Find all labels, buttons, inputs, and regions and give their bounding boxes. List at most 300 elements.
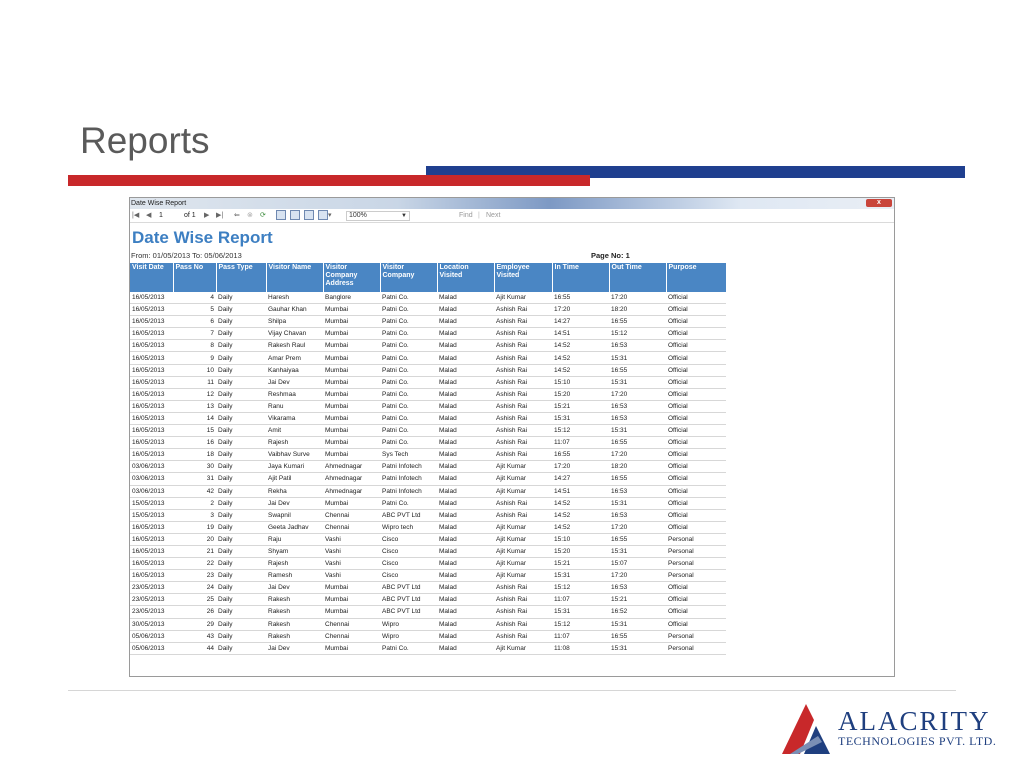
table-cell: Official xyxy=(666,449,726,461)
table-cell: Personal xyxy=(666,570,726,582)
table-row xyxy=(130,412,726,424)
table-row xyxy=(130,304,726,316)
table-cell: Personal xyxy=(666,545,726,557)
table-cell: 14:52 xyxy=(552,352,609,364)
first-page-icon[interactable]: |◀ xyxy=(132,212,140,219)
table-cell: 15:31 xyxy=(609,425,666,437)
table-cell: 26 xyxy=(173,606,216,618)
table-cell: Mumbai xyxy=(323,316,380,328)
table-cell: 15:20 xyxy=(552,545,609,557)
print-layout-icon[interactable] xyxy=(290,209,300,222)
column-header: Visitor Name xyxy=(266,263,323,292)
table-cell: Malad xyxy=(437,316,494,328)
table-cell: 15:12 xyxy=(609,328,666,340)
table-cell: Malad xyxy=(437,594,494,606)
table-cell: Cisco xyxy=(380,570,437,582)
table-cell: 16/05/2013 xyxy=(130,437,173,449)
table-cell: Malad xyxy=(437,606,494,618)
table-cell: 12 xyxy=(173,388,216,400)
table-row xyxy=(130,570,726,582)
table-cell: 19 xyxy=(173,521,216,533)
table-cell: Daily xyxy=(216,594,266,606)
table-row xyxy=(130,400,726,412)
table-row xyxy=(130,437,726,449)
table-cell: Kanhaiyaa xyxy=(266,364,323,376)
table-cell: 7 xyxy=(173,328,216,340)
table-cell: Ashish Rai xyxy=(494,509,552,521)
table-cell: 14:27 xyxy=(552,316,609,328)
table-cell: Mumbai xyxy=(323,352,380,364)
table-cell: 16/05/2013 xyxy=(130,449,173,461)
table-cell: 15:07 xyxy=(609,558,666,570)
table-cell: 16:53 xyxy=(609,485,666,497)
table-cell: 16/05/2013 xyxy=(130,364,173,376)
table-cell: Sys Tech xyxy=(380,449,437,461)
table-cell: Ashish Rai xyxy=(494,304,552,316)
table-cell: 17:20 xyxy=(609,521,666,533)
table-cell: Ahmednagar xyxy=(323,473,380,485)
table-cell: Patni Co. xyxy=(380,304,437,316)
table-cell: 16/05/2013 xyxy=(130,533,173,545)
table-cell: 23/05/2013 xyxy=(130,594,173,606)
table-cell: Malad xyxy=(437,642,494,654)
table-row xyxy=(130,340,726,352)
page-number: Page No: 1 xyxy=(591,251,630,260)
table-cell: Ramesh xyxy=(266,570,323,582)
table-cell: 16:53 xyxy=(609,582,666,594)
column-header: Visitor Company xyxy=(380,263,437,292)
table-cell: Ashish Rai xyxy=(494,606,552,618)
table-cell: 16/05/2013 xyxy=(130,352,173,364)
table-cell: Personal xyxy=(666,533,726,545)
table-cell: Official xyxy=(666,412,726,424)
table-cell: 15:31 xyxy=(609,618,666,630)
table-cell: Official xyxy=(666,400,726,412)
table-cell: Official xyxy=(666,388,726,400)
table-cell: 05/06/2013 xyxy=(130,642,173,654)
table-cell: Malad xyxy=(437,497,494,509)
table-cell: Mumbai xyxy=(323,412,380,424)
table-cell: Ashish Rai xyxy=(494,376,552,388)
window-titlebar[interactable] xyxy=(130,198,894,209)
table-cell: Gauhar Khan xyxy=(266,304,323,316)
close-button[interactable]: x xyxy=(866,199,892,207)
table-cell: Ashish Rai xyxy=(494,316,552,328)
prev-page-icon[interactable]: ◀ xyxy=(146,212,152,219)
export-icon[interactable]: ▾ xyxy=(318,209,332,222)
table-cell: 24 xyxy=(173,582,216,594)
table-cell: Patni Co. xyxy=(380,316,437,328)
table-cell: 16:55 xyxy=(609,630,666,642)
table-cell: Ashish Rai xyxy=(494,618,552,630)
table-cell: 16/05/2013 xyxy=(130,570,173,582)
table-cell: 14 xyxy=(173,412,216,424)
table-cell: 11 xyxy=(173,376,216,388)
table-cell: 10 xyxy=(173,364,216,376)
table-cell: Malad xyxy=(437,509,494,521)
table-cell: 15:10 xyxy=(552,533,609,545)
table-cell: Official xyxy=(666,437,726,449)
logo-tagline: TECHNOLOGIES PVT. LTD. xyxy=(838,734,997,748)
table-cell: Ajit Kumar xyxy=(494,461,552,473)
table-cell: Mumbai xyxy=(323,606,380,618)
table-cell: 13 xyxy=(173,400,216,412)
table-cell: Official xyxy=(666,473,726,485)
table-cell: 17:20 xyxy=(609,388,666,400)
table-row xyxy=(130,618,726,630)
table-cell: Wipro xyxy=(380,630,437,642)
table-cell: Ashish Rai xyxy=(494,425,552,437)
table-cell: 16/05/2013 xyxy=(130,376,173,388)
table-cell: Daily xyxy=(216,485,266,497)
table-cell: Ashish Rai xyxy=(494,388,552,400)
table-cell: ABC PVT Ltd xyxy=(380,509,437,521)
table-cell: 15:31 xyxy=(609,376,666,388)
table-cell: Mumbai xyxy=(323,340,380,352)
table-cell: 43 xyxy=(173,630,216,642)
table-cell: Mumbai xyxy=(323,304,380,316)
table-cell: Vashi xyxy=(323,533,380,545)
table-cell: Malad xyxy=(437,461,494,473)
table-cell: 17:20 xyxy=(552,304,609,316)
table-cell: 16/05/2013 xyxy=(130,316,173,328)
table-cell: Rakesh xyxy=(266,630,323,642)
table-cell: Malad xyxy=(437,304,494,316)
table-cell: Ashish Rai xyxy=(494,582,552,594)
table-row xyxy=(130,509,726,521)
stop-icon[interactable]: ⊗ xyxy=(247,212,253,219)
table-row xyxy=(130,630,726,642)
table-row xyxy=(130,461,726,473)
table-cell: Official xyxy=(666,497,726,509)
print-icon[interactable] xyxy=(276,209,286,222)
table-cell: ABC PVT Ltd xyxy=(380,594,437,606)
table-cell: Malad xyxy=(437,449,494,461)
table-cell: Malad xyxy=(437,618,494,630)
table-cell: 21 xyxy=(173,545,216,557)
refresh-icon[interactable]: ⟳ xyxy=(260,212,266,219)
current-page-field[interactable]: 1 xyxy=(159,212,163,219)
table-cell: 16:53 xyxy=(609,412,666,424)
table-cell: 15:31 xyxy=(552,570,609,582)
table-cell: 16:53 xyxy=(609,340,666,352)
table-cell: Daily xyxy=(216,388,266,400)
table-cell: Amit xyxy=(266,425,323,437)
table-cell: Ashish Rai xyxy=(494,630,552,642)
column-header: Pass No xyxy=(173,263,216,292)
table-cell: Official xyxy=(666,304,726,316)
table-cell: 15 xyxy=(173,425,216,437)
table-cell: Mumbai xyxy=(323,437,380,449)
chevron-down-icon: ▼ xyxy=(401,213,407,219)
table-cell: Ajit Kumar xyxy=(494,545,552,557)
table-cell: Daily xyxy=(216,292,266,304)
table-cell: Mumbai xyxy=(323,449,380,461)
table-cell: Wipro tech xyxy=(380,521,437,533)
table-cell: Daily xyxy=(216,449,266,461)
table-cell: Patni Co. xyxy=(380,437,437,449)
table-cell: Official xyxy=(666,328,726,340)
table-cell: 16:55 xyxy=(609,316,666,328)
table-cell: Ashish Rai xyxy=(494,400,552,412)
next-link[interactable]: Next xyxy=(486,212,501,219)
table-cell: 18:20 xyxy=(609,461,666,473)
table-cell: Daily xyxy=(216,425,266,437)
table-cell: Shilpa xyxy=(266,316,323,328)
table-cell: ABC PVT Ltd xyxy=(380,606,437,618)
table-cell: Malad xyxy=(437,340,494,352)
table-cell: Daily xyxy=(216,582,266,594)
table-cell: 17:20 xyxy=(609,449,666,461)
table-cell: Vikarama xyxy=(266,412,323,424)
table-cell: Ashish Rai xyxy=(494,364,552,376)
table-cell: Daily xyxy=(216,630,266,642)
table-row xyxy=(130,292,726,304)
table-cell: 15/05/2013 xyxy=(130,497,173,509)
table-cell: Malad xyxy=(437,485,494,497)
next-page-icon[interactable]: ▶ xyxy=(204,212,210,219)
table-cell: Patni Co. xyxy=(380,400,437,412)
column-header: Pass Type xyxy=(216,263,266,292)
table-cell: Cisco xyxy=(380,533,437,545)
report-toolbar xyxy=(130,209,894,223)
table-cell: Haresh xyxy=(266,292,323,304)
table-cell: 15:12 xyxy=(552,425,609,437)
table-cell: Daily xyxy=(216,618,266,630)
table-cell: 14:51 xyxy=(552,328,609,340)
table-cell: 15/05/2013 xyxy=(130,509,173,521)
table-cell: 29 xyxy=(173,618,216,630)
table-cell: 16/05/2013 xyxy=(130,545,173,557)
table-cell: Amar Prem xyxy=(266,352,323,364)
table-cell: 16/05/2013 xyxy=(130,388,173,400)
table-cell: 15:31 xyxy=(552,412,609,424)
table-cell: Daily xyxy=(216,304,266,316)
table-cell: 03/06/2013 xyxy=(130,461,173,473)
title-accent-red xyxy=(68,175,590,186)
table-cell: 16:55 xyxy=(609,364,666,376)
table-cell: Personal xyxy=(666,558,726,570)
table-cell: 44 xyxy=(173,642,216,654)
table-cell: Vashi xyxy=(323,570,380,582)
find-link[interactable]: Find xyxy=(459,212,473,219)
table-cell: Malad xyxy=(437,400,494,412)
table-row xyxy=(130,558,726,570)
table-cell: Official xyxy=(666,364,726,376)
table-cell: 16:53 xyxy=(609,400,666,412)
table-row xyxy=(130,606,726,618)
table-cell: Daily xyxy=(216,352,266,364)
table-cell: Jai Dev xyxy=(266,497,323,509)
table-row xyxy=(130,533,726,545)
table-cell: Malad xyxy=(437,376,494,388)
table-cell: 23 xyxy=(173,570,216,582)
table-cell: Shyam xyxy=(266,545,323,557)
table-cell: Patni Co. xyxy=(380,642,437,654)
table-cell: 03/06/2013 xyxy=(130,485,173,497)
slide-title: Reports xyxy=(80,120,210,161)
table-cell: 16/05/2013 xyxy=(130,412,173,424)
table-cell: Ahmednagar xyxy=(323,461,380,473)
table-row xyxy=(130,545,726,557)
table-cell: 15:21 xyxy=(552,400,609,412)
table-cell: 30/05/2013 xyxy=(130,618,173,630)
table-row xyxy=(130,364,726,376)
table-cell: Mumbai xyxy=(323,497,380,509)
report-table xyxy=(130,263,727,655)
table-cell: Mumbai xyxy=(323,594,380,606)
table-cell: Ashish Rai xyxy=(494,594,552,606)
table-cell: Patni Co. xyxy=(380,412,437,424)
table-cell: 15:31 xyxy=(552,606,609,618)
table-cell: Rakesh xyxy=(266,594,323,606)
table-cell: Patni Co. xyxy=(380,292,437,304)
table-cell: Rekha xyxy=(266,485,323,497)
report-viewer-window xyxy=(129,197,895,677)
table-cell: Jai Dev xyxy=(266,582,323,594)
table-cell: Official xyxy=(666,521,726,533)
table-cell: Daily xyxy=(216,437,266,449)
table-cell: Chennai xyxy=(323,509,380,521)
table-cell: Malad xyxy=(437,328,494,340)
column-header: Purpose xyxy=(666,263,726,292)
table-cell: Cisco xyxy=(380,545,437,557)
table-row xyxy=(130,642,726,654)
table-cell: Patni Infotech xyxy=(380,461,437,473)
last-page-icon[interactable]: ▶| xyxy=(216,212,224,219)
table-cell: Malad xyxy=(437,388,494,400)
table-cell: Ajit Kumar xyxy=(494,292,552,304)
table-cell: Ashish Rai xyxy=(494,328,552,340)
table-cell: 31 xyxy=(173,473,216,485)
page-setup-icon[interactable] xyxy=(304,209,314,222)
table-cell: Ashish Rai xyxy=(494,437,552,449)
table-cell: Malad xyxy=(437,570,494,582)
table-cell: 16:55 xyxy=(609,437,666,449)
table-cell: 15:12 xyxy=(552,582,609,594)
table-cell: 15:12 xyxy=(552,618,609,630)
table-cell: Reshmaa xyxy=(266,388,323,400)
table-cell: 15:20 xyxy=(552,388,609,400)
table-cell: 16/05/2013 xyxy=(130,400,173,412)
zoom-select[interactable] xyxy=(346,211,410,221)
table-cell: Malad xyxy=(437,545,494,557)
column-header: Visit Date xyxy=(130,263,173,292)
table-cell: Ashish Rai xyxy=(494,449,552,461)
date-range: From: 01/05/2013 To: 05/06/2013 xyxy=(131,251,242,260)
table-cell: Official xyxy=(666,618,726,630)
report-title: Date Wise Report xyxy=(132,228,273,247)
window-title: Date Wise Report xyxy=(131,200,187,207)
table-row xyxy=(130,449,726,461)
table-cell: Malad xyxy=(437,521,494,533)
table-cell: Official xyxy=(666,509,726,521)
table-cell: Malad xyxy=(437,364,494,376)
table-cell: 17:20 xyxy=(609,292,666,304)
table-cell: Official xyxy=(666,352,726,364)
table-cell: Patni Co. xyxy=(380,388,437,400)
table-cell: Daily xyxy=(216,473,266,485)
table-cell: Patni Co. xyxy=(380,425,437,437)
table-cell: Ajit Kumar xyxy=(494,473,552,485)
logo-name: ALACRITY xyxy=(838,706,991,736)
table-cell: Patni Infotech xyxy=(380,473,437,485)
table-row xyxy=(130,497,726,509)
column-header: Out Time xyxy=(609,263,666,292)
table-row xyxy=(130,425,726,437)
table-cell: Malad xyxy=(437,352,494,364)
table-cell: Malad xyxy=(437,437,494,449)
table-cell: 25 xyxy=(173,594,216,606)
table-cell: Malad xyxy=(437,473,494,485)
page-count: of 1 xyxy=(184,212,196,219)
table-cell: Patni Co. xyxy=(380,376,437,388)
table-cell: 14:52 xyxy=(552,497,609,509)
column-header: Visitor Company Address xyxy=(323,263,380,292)
table-cell: Patni Co. xyxy=(380,364,437,376)
table-cell: Mumbai xyxy=(323,364,380,376)
table-cell: 16:55 xyxy=(552,449,609,461)
table-cell: Rakesh xyxy=(266,618,323,630)
table-cell: 18 xyxy=(173,449,216,461)
table-cell: Daily xyxy=(216,570,266,582)
table-cell: 17:20 xyxy=(609,570,666,582)
table-cell: Jai Dev xyxy=(266,642,323,654)
table-cell: Raju xyxy=(266,533,323,545)
table-cell: 42 xyxy=(173,485,216,497)
column-header: Employee Visited xyxy=(494,263,552,292)
table-cell: Official xyxy=(666,340,726,352)
table-cell: Ashish Rai xyxy=(494,352,552,364)
table-cell: Daily xyxy=(216,509,266,521)
table-cell: Jai Dev xyxy=(266,376,323,388)
table-cell: Patni Co. xyxy=(380,328,437,340)
table-cell: Chennai xyxy=(323,521,380,533)
table-cell: 5 xyxy=(173,304,216,316)
table-cell: Official xyxy=(666,606,726,618)
table-cell: Ajit Patil xyxy=(266,473,323,485)
table-cell: Official xyxy=(666,425,726,437)
table-cell: Vijay Chavan xyxy=(266,328,323,340)
table-cell: Cisco xyxy=(380,558,437,570)
table-cell: Malad xyxy=(437,630,494,642)
column-header: In Time xyxy=(552,263,609,292)
table-cell: 16:55 xyxy=(609,533,666,545)
table-cell: Ajit Kumar xyxy=(494,485,552,497)
table-cell: Vashi xyxy=(323,558,380,570)
table-cell: Patni Co. xyxy=(380,352,437,364)
table-cell: ABC PVT Ltd xyxy=(380,582,437,594)
table-cell: Daily xyxy=(216,606,266,618)
table-cell: 15:31 xyxy=(609,545,666,557)
table-cell: Chennai xyxy=(323,618,380,630)
table-cell: 16:55 xyxy=(552,292,609,304)
column-header: Location Visited xyxy=(437,263,494,292)
table-cell: 23/05/2013 xyxy=(130,606,173,618)
table-cell: Official xyxy=(666,461,726,473)
table-cell: Malad xyxy=(437,533,494,545)
back-icon[interactable]: ⇐ xyxy=(234,212,240,219)
table-cell: 17:20 xyxy=(552,461,609,473)
table-cell: Patni Co. xyxy=(380,340,437,352)
table-row xyxy=(130,582,726,594)
table-cell: Daily xyxy=(216,461,266,473)
zoom-value: 100% xyxy=(349,212,367,219)
table-cell: Daily xyxy=(216,412,266,424)
table-cell: Daily xyxy=(216,376,266,388)
table-cell: Malad xyxy=(437,558,494,570)
table-cell: 14:52 xyxy=(552,521,609,533)
